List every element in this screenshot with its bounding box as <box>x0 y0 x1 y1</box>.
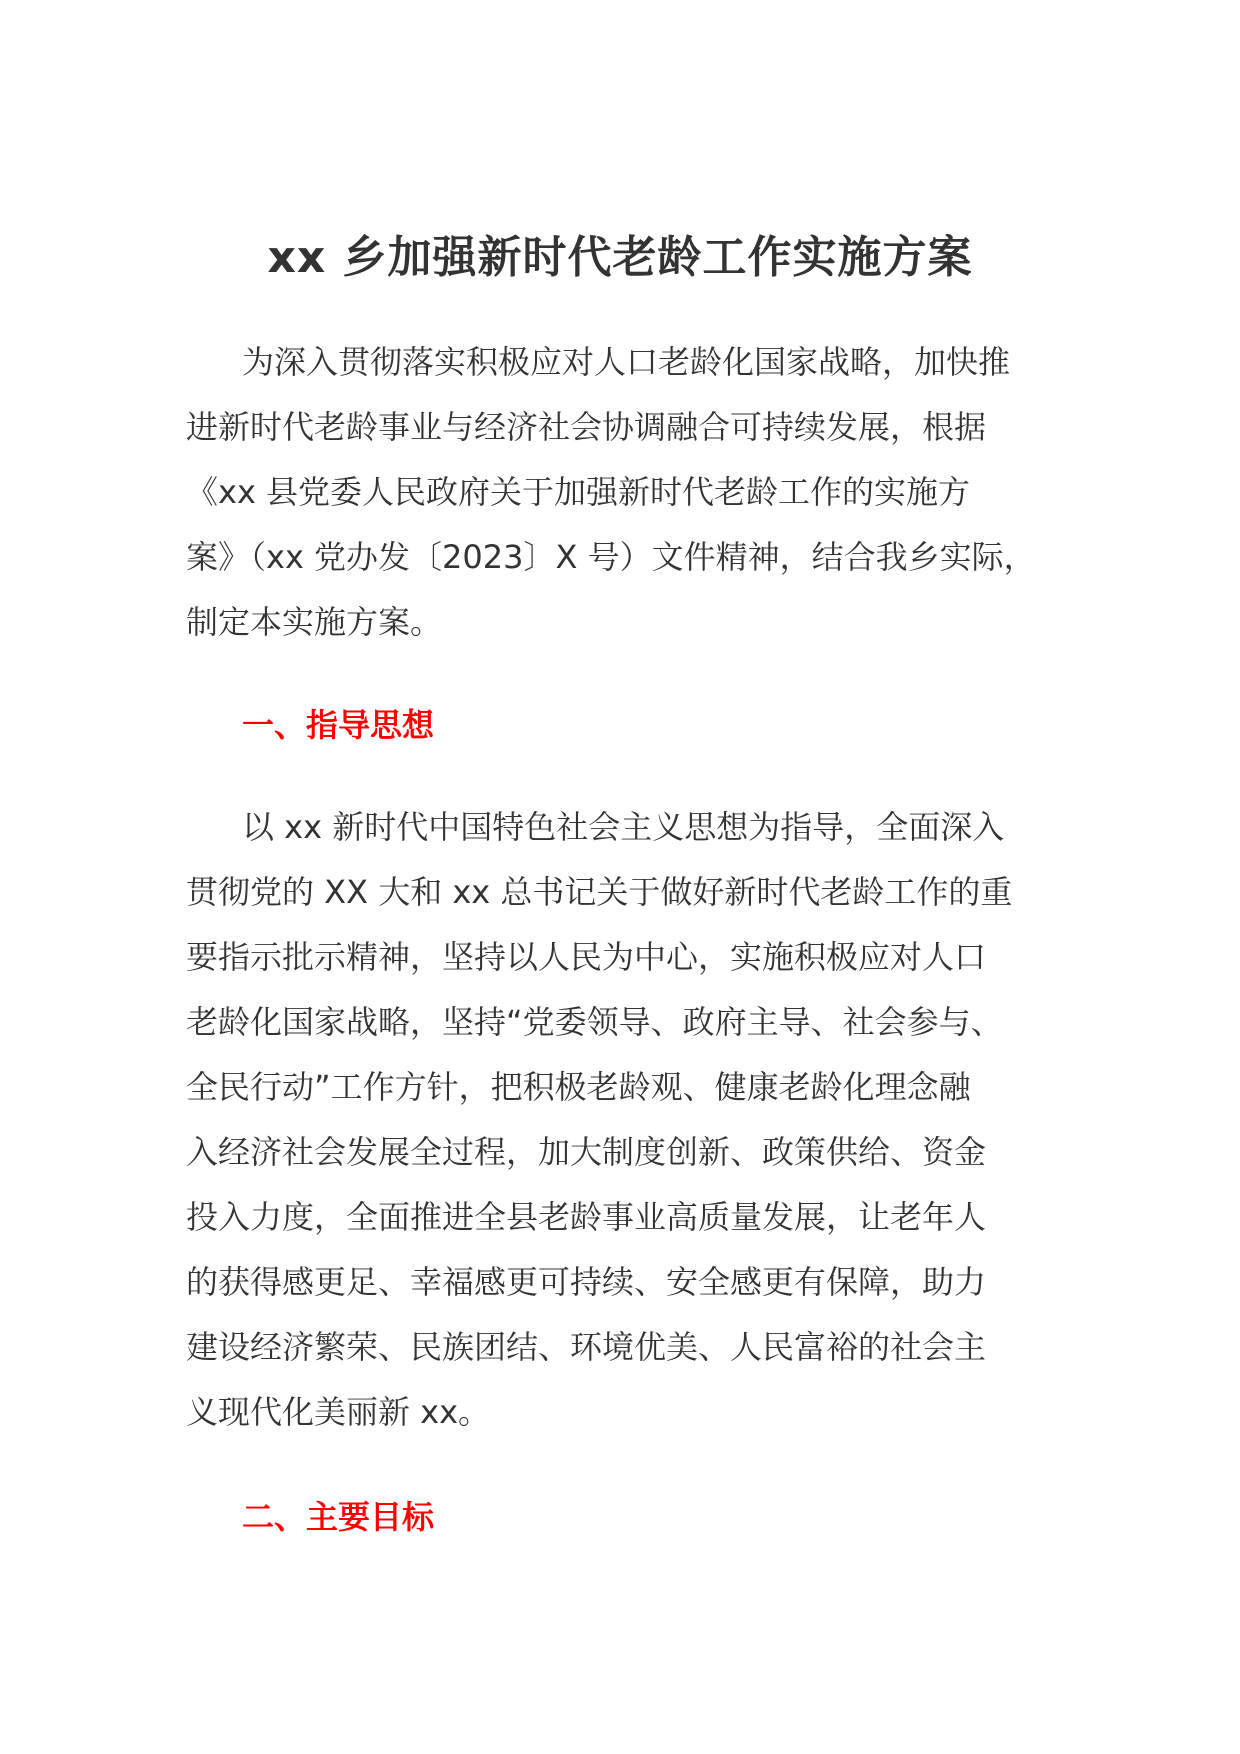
section1-line: 全民行动”工作方针，把积极老龄观、健康老龄化理念融 <box>186 1068 971 1106</box>
section1-line: 贯彻党的 XX 大和 xx 总书记关于做好新时代老龄工作的重 <box>186 873 1013 911</box>
intro-line: 制定本实施方案。 <box>186 603 443 641</box>
document-title: xx 乡加强新时代老龄工作实施方案 <box>267 232 973 283</box>
section-heading-guiding-ideology: 一、指导思想 <box>242 706 435 744</box>
section1-line: 义现代化美丽新 xx。 <box>186 1393 491 1431</box>
section1-line: 的获得感更足、幸福感更可持续、安全感更有保障，助力 <box>186 1263 987 1301</box>
section1-paragraph <box>186 795 1086 1445</box>
intro-line: 案》（xx 党办发〔2023〕X 号）文件精神，结合我乡实际， <box>186 538 1036 576</box>
section1-line: 入经济社会发展全过程，加大制度创新、政策供给、资金 <box>186 1133 987 1171</box>
section1-line: 投入力度，全面推进全县老龄事业高质量发展，让老年人 <box>186 1198 987 1236</box>
intro-line: 为深入贯彻落实积极应对人口老龄化国家战略，加快推 <box>242 343 1011 381</box>
section1-line: 建设经济繁荣、民族团结、环境优美、人民富裕的社会主 <box>186 1328 987 1366</box>
section-heading-main-goals: 二、主要目标 <box>242 1498 435 1536</box>
intro-line: 进新时代老龄事业与经济社会协调融合可持续发展，根据 <box>186 408 987 446</box>
section1-line: 要指示批示精神，坚持以人民为中心，实施积极应对人口 <box>186 938 987 976</box>
intro-line: 《xx 县党委人民政府关于加强新时代老龄工作的实施方 <box>186 473 971 511</box>
section1-line: 以 xx 新时代中国特色社会主义思想为指导，全面深入 <box>242 808 1005 846</box>
section1-line: 老龄化国家战略，坚持“党委领导、政府主导、社会参与、 <box>186 1003 1003 1041</box>
intro-paragraph <box>186 330 1086 655</box>
